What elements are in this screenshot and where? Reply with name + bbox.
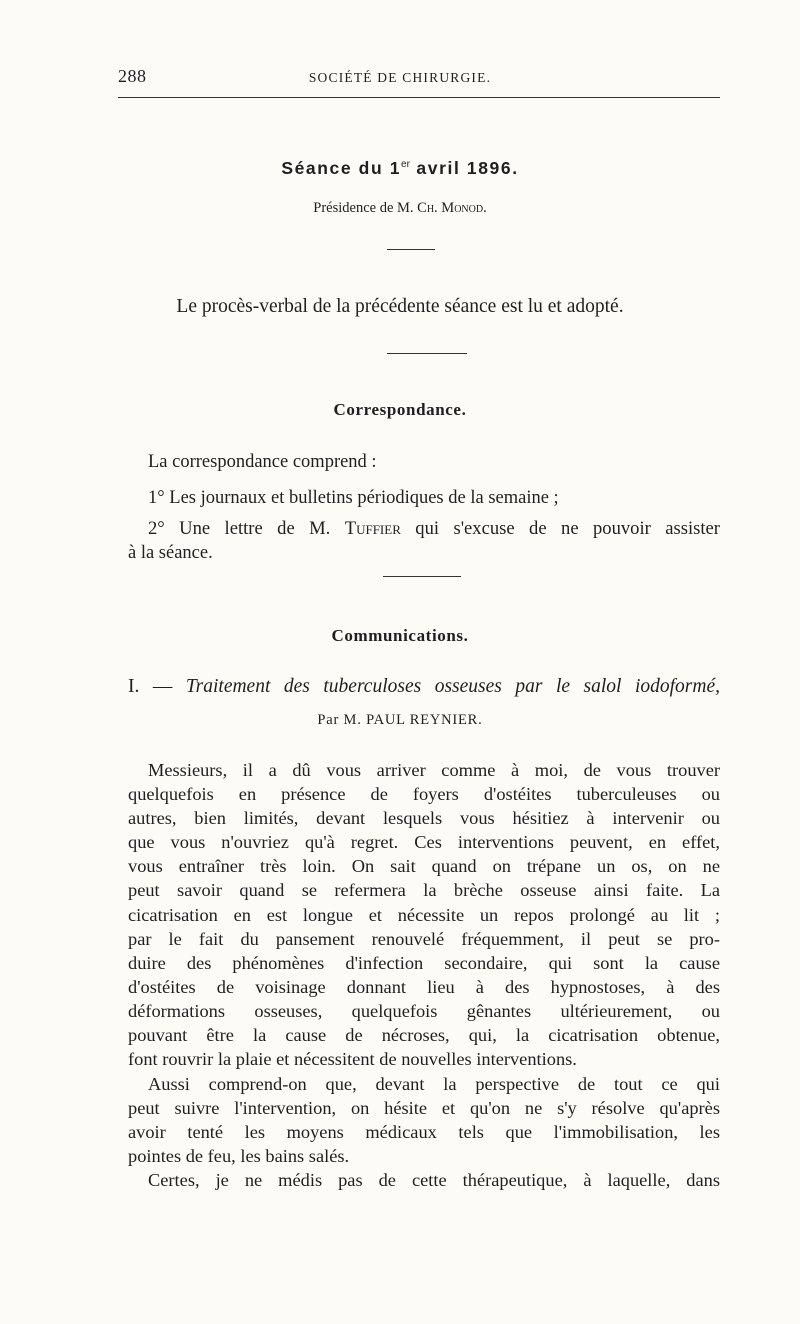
session-title-end: avril 1896. <box>409 158 519 178</box>
communication-title <box>128 676 720 698</box>
body-line: déformations osseuses, quelquefois gênantes ultérieurement, ou <box>128 1001 720 1021</box>
item2-start: 2° Une lettre de M. <box>148 518 345 539</box>
session-title <box>0 158 800 179</box>
body-line: cicatrisation en est longue et nécessite un repos prolongé au lit ; <box>128 905 720 925</box>
communications-heading: Communications. <box>331 626 469 645</box>
page-number: 288 <box>118 66 147 86</box>
presidence-line <box>0 200 800 217</box>
body-line: autres, bien limités, devant lesquels vous hésitiez à intervenir ou <box>128 808 720 828</box>
body-line: par le fait du pansement renouvelé fréquemment, il peut se pro- <box>128 929 720 949</box>
correspondance-item-2-cont: à la séance. <box>128 543 213 563</box>
divider-2 <box>387 353 467 354</box>
correspondance-item-2 <box>148 517 720 541</box>
session-title-sup: er <box>401 159 410 171</box>
running-head: SOCIÉTÉ DE CHIRURGIE. <box>308 70 492 85</box>
correspondance-item-1: 1° Les journaux et bulletins périodiques de la semaine ; <box>148 488 559 508</box>
body-line: vous entraîner très loin. On sait quand on trépane un os, on ne <box>128 856 720 876</box>
body-line: duire des phénomènes d'infection secondaire, qui sont la cause <box>128 953 720 973</box>
correspondance-heading: Correspondance. <box>333 400 467 419</box>
item2-end: qui s'excuse de ne pouvoir assister <box>400 518 720 539</box>
correspondance-intro: La correspondance comprend : <box>148 452 377 472</box>
body-line: peut savoir quand se refermera la brèche osseuse ainsi faite. La <box>128 880 720 900</box>
divider-3 <box>383 576 461 577</box>
item2-name: Tuffier <box>344 518 401 539</box>
body-line: que vous n'ouvriez qu'à regret. Ces interventions peuvent, en effet, <box>128 832 720 852</box>
body-line: quelquefois en présence de foyers d'ostéites tuberculeuses ou <box>128 784 720 804</box>
presidence-name: Ch. Monod. <box>417 200 487 216</box>
body-line: Messieurs, il a dû vous arriver comme à moi, de vous trouver <box>148 760 720 780</box>
body-line: peut suivre l'intervention, on hésite et qu'on ne s'y résolve qu'après <box>128 1098 720 1118</box>
proces-verbal: Le procès-verbal de la précédente séance est lu et adopté. <box>176 296 624 317</box>
session-title-start: Séance du 1 <box>281 158 402 178</box>
communication-author: Par M. PAUL REYNIER. <box>317 712 483 728</box>
body-line: pointes de feu, les bains salés. <box>128 1146 350 1166</box>
body-line: d'ostéites de voisinage donnant lieu à des hypnostoses, à des <box>128 977 720 997</box>
header-rule <box>118 97 720 98</box>
body-line: avoir tenté les moyens médicaux tels que l'immobilisation, les <box>128 1122 720 1142</box>
presidence-prefix: Présidence de M. <box>313 200 418 216</box>
body-line: Aussi comprend-on que, devant la perspective de tout ce qui <box>148 1074 720 1094</box>
body-line: font rouvrir la plaie et nécessitent de nouvelles interventions. <box>128 1049 577 1069</box>
body-line: pouvant être la cause de nécroses, qui, la cicatrisation obtenue, <box>128 1025 720 1045</box>
communication-number: I. — <box>128 676 186 697</box>
divider-1 <box>387 249 435 250</box>
body-line: Certes, je ne médis pas de cette thérapeutique, à laquelle, dans <box>148 1170 720 1190</box>
communication-title-text: Traitement des tuberculoses osseuses par le salol iodoformé, <box>185 676 720 697</box>
